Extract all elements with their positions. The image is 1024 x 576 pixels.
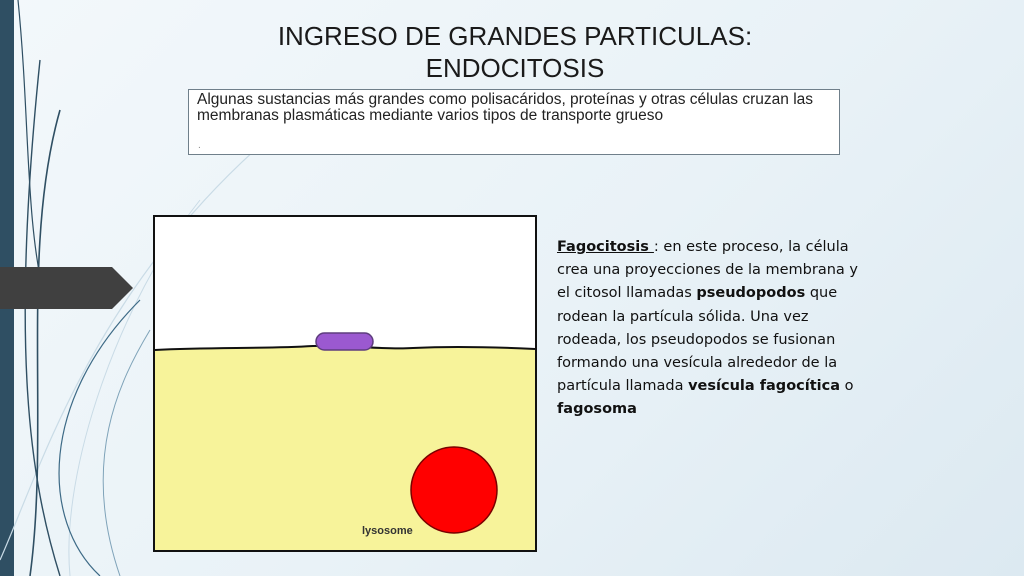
desc-part-1: : en este proceso, la célula crea una proyecciones de la membrana y el citosol llamadas xyxy=(557,239,858,302)
phagocytosis-illustration xyxy=(153,215,537,552)
section-arrow-tab xyxy=(0,267,133,309)
solid-particle xyxy=(316,333,373,350)
lysosome-shape xyxy=(411,447,497,533)
title-line-2: ENDOCITOSIS xyxy=(425,53,605,83)
intro-text-box xyxy=(188,89,840,155)
intro-dot: . xyxy=(198,140,201,151)
lysosome-label: lysosome xyxy=(362,525,413,537)
intro-text: Algunas sustancias más grandes como polisacáridos, proteínas y otras células cruzan las membranas plasmáticas mediante varios tipos de transporte grueso xyxy=(197,91,814,124)
page-title xyxy=(220,20,810,84)
desc-part-2: que rodean la partícula sólida. Una vez rodeada, los pseudopodos se fusionan formando una vesícula alrededor de la partícula llamada xyxy=(557,285,838,395)
desc-part-3: o xyxy=(840,378,854,395)
title-line-1: INGRESO DE GRANDES PARTICULAS: xyxy=(277,21,753,51)
term-fagosoma: fagosoma xyxy=(557,401,637,418)
term-vesicula-fagocitica: vesícula fagocítica xyxy=(688,378,840,395)
phagocytosis-description xyxy=(557,236,867,422)
term-fagocitosis: Fagocitosis xyxy=(557,239,654,255)
term-pseudopodos: pseudopodos xyxy=(696,285,806,302)
